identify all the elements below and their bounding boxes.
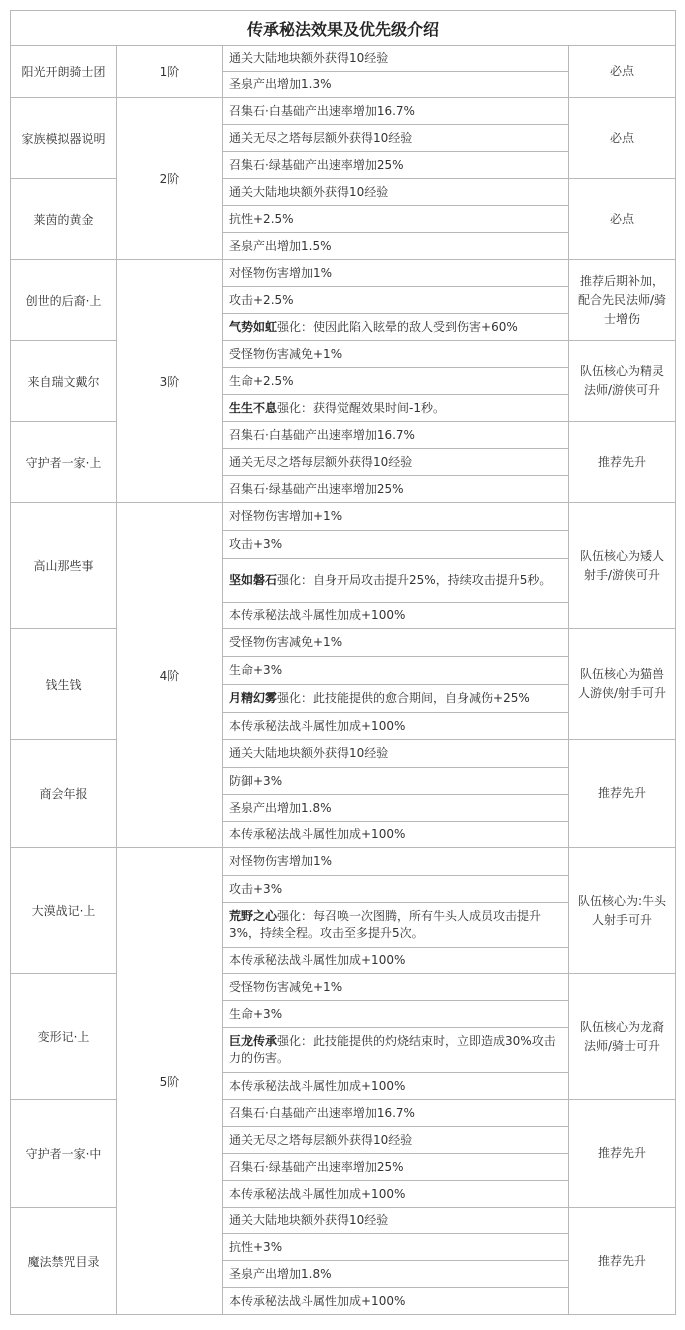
effect-text: 受怪物伤害减免+1%	[229, 346, 343, 361]
effect-text: 防御+3%	[229, 773, 283, 788]
effect-text: 通关无尽之塔每层额外获得10经验	[229, 454, 413, 469]
effect-cell	[223, 1288, 569, 1315]
effect-text: 生命+2.5%	[229, 373, 294, 388]
effect-text: 圣泉产出增加1.8%	[229, 1266, 332, 1281]
effect-cell	[223, 125, 569, 152]
table-row	[11, 629, 676, 657]
table-row	[11, 260, 676, 287]
effect-cell	[223, 98, 569, 125]
effect-text: 强化：此技能提供的灼烧结束时，立即造成30%攻击力的伤害。	[229, 1034, 556, 1065]
effect-text: 本传承秘法战斗属性加成+100%	[229, 953, 406, 967]
effect-text: 本传承秘法战斗属性加成+100%	[229, 718, 406, 733]
effect-cell	[223, 503, 569, 531]
legacy-name: 来自瑞文戴尔	[11, 341, 117, 422]
effect-cell	[223, 449, 569, 476]
table-row	[11, 179, 676, 206]
title-row	[11, 11, 676, 46]
effect-text: 通关大陆地块额外获得10经验	[229, 51, 389, 65]
effect-cell	[223, 603, 569, 629]
effect-cell	[223, 559, 569, 603]
table-row	[11, 422, 676, 449]
effect-cell	[223, 1261, 569, 1288]
effect-text: 召集石·绿基础产出速率增加25%	[229, 481, 404, 496]
effect-text: 通关大陆地块额外获得10经验	[229, 1213, 389, 1227]
effect-text: 圣泉产出增加1.5%	[229, 238, 332, 253]
effect-text: 本传承秘法战斗属性加成+100%	[229, 827, 406, 841]
effect-text: 受怪物伤害减免+1%	[229, 635, 343, 649]
effect-text: 生命+3%	[229, 1006, 283, 1021]
tier-cell: 2阶	[117, 98, 223, 260]
effect-cell	[223, 395, 569, 422]
effect-cell	[223, 903, 569, 948]
priority-note: 必点	[569, 179, 676, 260]
table-row	[11, 974, 676, 1001]
tier-cell: 5阶	[117, 848, 223, 1315]
effect-cell	[223, 1154, 569, 1181]
effect-text: 攻击+2.5%	[229, 292, 294, 307]
effect-cell	[223, 206, 569, 233]
legacy-name: 变形记·上	[11, 974, 117, 1100]
legacy-name: 莱茵的黄金	[11, 179, 117, 260]
effect-text: 抗性+3%	[229, 1239, 283, 1254]
priority-note: 推荐先升	[569, 740, 676, 848]
effect-cell	[223, 72, 569, 98]
effect-cell	[223, 1208, 569, 1234]
effect-cell	[223, 1234, 569, 1261]
effect-cell	[223, 974, 569, 1001]
legacy-name: 守护者一家·中	[11, 1100, 117, 1208]
table-row	[11, 98, 676, 125]
effect-cell	[223, 287, 569, 314]
table-row	[11, 46, 676, 72]
effect-text: 强化：每召唤一次图腾，所有牛头人成员攻击提升3%，持续全程。攻击至多提升5次。	[229, 909, 542, 940]
tier-cell: 1阶	[117, 46, 223, 98]
skill-name: 坚如磐石	[229, 573, 278, 587]
effect-text: 通关无尽之塔每层额外获得10经验	[229, 130, 413, 145]
priority-note: 推荐后期补加，配合先民法师/骑士增伤	[569, 260, 676, 341]
effect-text: 通关无尽之塔每层额外获得10经验	[229, 1132, 413, 1147]
table-title: 传承秘法效果及优先级介绍	[11, 11, 676, 46]
legacy-name: 大漠战记·上	[11, 848, 117, 974]
effect-text: 通关大陆地块额外获得10经验	[229, 746, 389, 760]
effect-cell	[223, 795, 569, 822]
effect-text: 召集石·白基础产出速率增加16.7%	[229, 1105, 415, 1120]
effect-cell	[223, 476, 569, 503]
legacy-name: 守护者一家·上	[11, 422, 117, 503]
effect-text: 圣泉产出增加1.8%	[229, 800, 332, 815]
effect-cell	[223, 46, 569, 72]
effect-text: 对怪物伤害增加1%	[229, 854, 333, 868]
skill-name: 月精幻雾	[229, 691, 278, 705]
effect-cell	[223, 341, 569, 368]
priority-note: 队伍核心为猫兽人游侠/射手可升	[569, 629, 676, 740]
table-row	[11, 848, 676, 876]
effect-cell	[223, 1001, 569, 1028]
effect-text: 对怪物伤害增加+1%	[229, 509, 343, 523]
priority-note: 队伍核心为:牛头人射手可升	[569, 848, 676, 974]
effect-text: 本传承秘法战斗属性加成+100%	[229, 1293, 406, 1308]
priority-note: 队伍核心为矮人射手/游侠可升	[569, 503, 676, 629]
effect-cell	[223, 422, 569, 449]
effect-text: 本传承秘法战斗属性加成+100%	[229, 1186, 406, 1201]
effect-cell	[223, 233, 569, 260]
effect-cell	[223, 740, 569, 768]
legacy-name: 阳光开朗骑士团	[11, 46, 117, 98]
effect-cell	[223, 260, 569, 287]
table-row	[11, 341, 676, 368]
priority-note: 推荐先升	[569, 422, 676, 503]
effect-cell	[223, 848, 569, 876]
effect-cell	[223, 1028, 569, 1073]
legacy-secret-arts-table	[10, 10, 676, 1315]
legacy-name: 钱生钱	[11, 629, 117, 740]
table-row	[11, 1100, 676, 1127]
effect-text: 召集石·绿基础产出速率增加25%	[229, 1159, 404, 1174]
tier-cell: 4阶	[117, 503, 223, 848]
priority-note: 推荐先升	[569, 1208, 676, 1315]
effect-cell	[223, 1181, 569, 1208]
effect-cell	[223, 876, 569, 903]
effect-cell	[223, 368, 569, 395]
effect-cell	[223, 768, 569, 795]
effect-cell	[223, 629, 569, 657]
effect-cell	[223, 531, 569, 559]
legacy-name: 高山那些事	[11, 503, 117, 629]
effect-text: 召集石·绿基础产出速率增加25%	[229, 157, 404, 172]
effect-cell	[223, 314, 569, 341]
effect-text: 对怪物伤害增加1%	[229, 265, 333, 280]
table-body	[11, 11, 676, 1315]
table-row	[11, 503, 676, 531]
effect-text: 强化：此技能提供的愈合期间，自身减伤+25%	[277, 691, 530, 705]
effect-text: 受怪物伤害减免+1%	[229, 979, 343, 994]
legacy-name: 家族模拟器说明	[11, 98, 117, 179]
priority-note: 队伍核心为精灵法师/游侠可升	[569, 341, 676, 422]
skill-name: 生生不息	[229, 400, 278, 415]
effect-cell	[223, 713, 569, 740]
effect-text: 攻击+3%	[229, 881, 283, 896]
effect-cell	[223, 152, 569, 179]
effect-text: 强化：使因此陷入眩晕的敌人受到伤害+60%	[277, 319, 518, 334]
priority-note: 必点	[569, 98, 676, 179]
legacy-name: 魔法禁咒目录	[11, 1208, 117, 1315]
effect-text: 抗性+2.5%	[229, 211, 294, 226]
priority-note: 必点	[569, 46, 676, 98]
tier-cell: 3阶	[117, 260, 223, 503]
effect-cell	[223, 1073, 569, 1100]
effect-cell	[223, 822, 569, 848]
effect-text: 强化：自身开局攻击提升25%，持续攻击提升5秒。	[277, 573, 552, 587]
legacy-name: 商会年报	[11, 740, 117, 848]
priority-note: 队伍核心为龙裔法师/骑士可升	[569, 974, 676, 1100]
effect-cell	[223, 1127, 569, 1154]
effect-cell	[223, 1100, 569, 1127]
effect-text: 召集石·白基础产出速率增加16.7%	[229, 427, 415, 442]
effect-text: 本传承秘法战斗属性加成+100%	[229, 608, 406, 622]
effect-text: 召集石·白基础产出速率增加16.7%	[229, 103, 415, 118]
effect-cell	[223, 179, 569, 206]
priority-note: 推荐先升	[569, 1100, 676, 1208]
table-row	[11, 1208, 676, 1234]
effect-text: 通关大陆地块额外获得10经验	[229, 184, 389, 199]
table-row	[11, 740, 676, 768]
effect-cell	[223, 685, 569, 713]
skill-name: 气势如虹	[229, 319, 278, 334]
effect-text: 生命+3%	[229, 663, 283, 677]
skill-name: 巨龙传承	[229, 1034, 278, 1048]
effect-text: 强化：获得觉醒效果时间-1秒。	[277, 400, 445, 415]
effect-text: 圣泉产出增加1.3%	[229, 77, 332, 91]
effect-cell	[223, 657, 569, 685]
skill-name: 荒野之心	[229, 909, 278, 923]
legacy-name: 创世的后裔·上	[11, 260, 117, 341]
effect-text: 本传承秘法战斗属性加成+100%	[229, 1078, 406, 1093]
effect-cell	[223, 948, 569, 974]
effect-text: 攻击+3%	[229, 537, 283, 551]
